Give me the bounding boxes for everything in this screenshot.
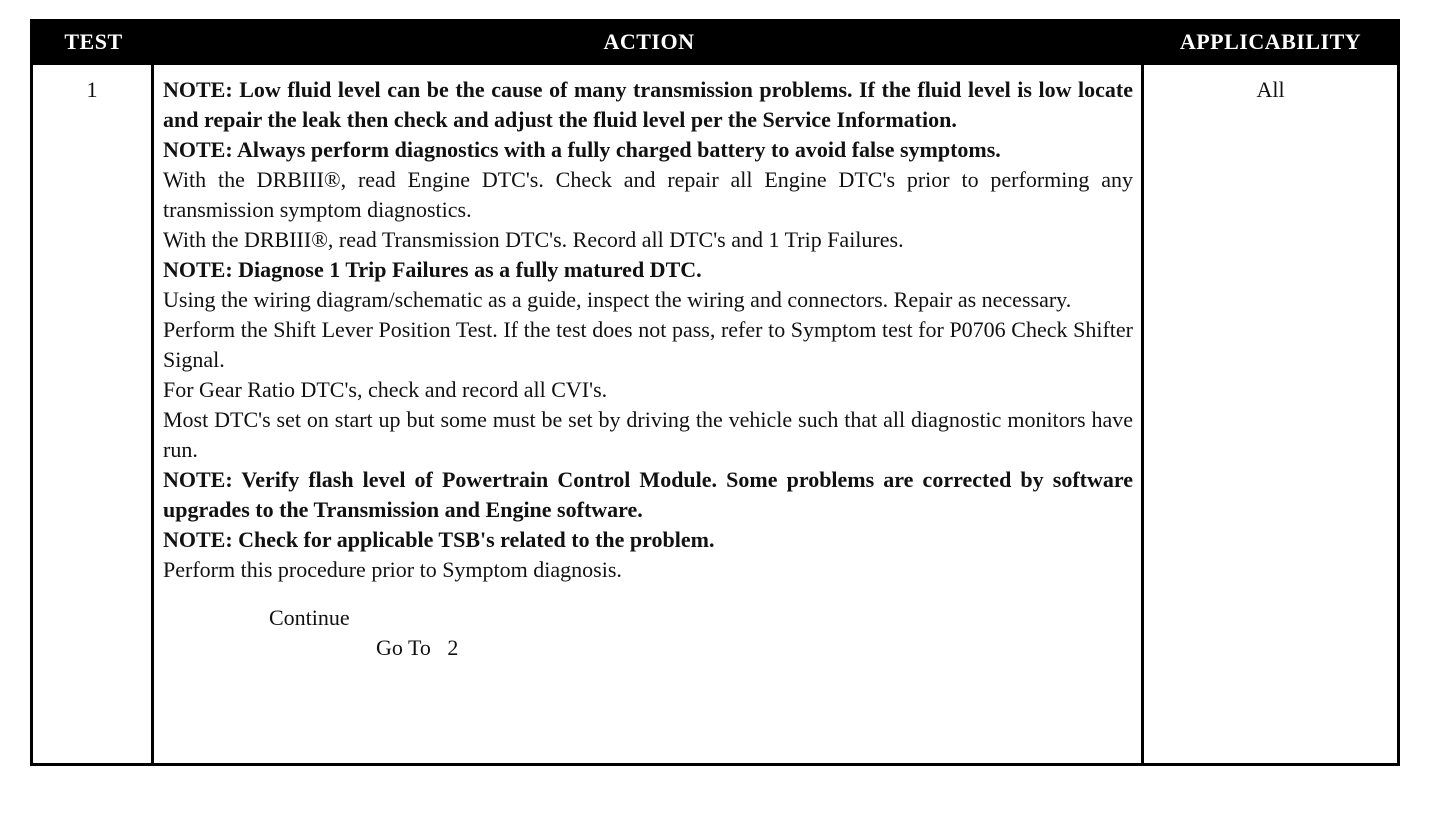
action-step: Perform this procedure prior to Symptom diagnosis. (163, 557, 622, 582)
action-note: NOTE: Verify flash level of Powertrain Control Module. Some problems are corrected by software upgrades to the Transmission and Engine software. (163, 467, 1133, 522)
action-note: NOTE: Low fluid level can be the cause of many transmission problems. If the fluid level is low locate and repair the leak then check and adjust the fluid level per the Service Information. (163, 77, 1133, 132)
test-number: 1 (33, 62, 154, 763)
action-step: Most DTC's set on start up but some must be set by driving the vehicle such that all diagnostic monitors have run. (163, 407, 1133, 462)
action-cell (154, 62, 1144, 763)
action-step: Using the wiring diagram/schematic as a guide, inspect the wiring and connectors. Repair as necessary. (163, 287, 1072, 312)
action-note: NOTE: Check for applicable TSB's related to the problem. (163, 527, 715, 552)
header-applicability: APPLICABILITY (1144, 22, 1397, 62)
action-step: For Gear Ratio DTC's, check and record all CVI's. (163, 377, 608, 402)
goto-target: 2 (447, 635, 459, 660)
action-step: With the DRBIII®, read Engine DTC's. Check and repair all Engine DTC's prior to performing any transmission symptom diagnostics. (163, 167, 1133, 222)
action-step: Perform the Shift Lever Position Test. If the test does not pass, refer to Symptom test for P0706 Check Shifter Signal. (163, 317, 1133, 372)
header-action: ACTION (154, 22, 1144, 62)
action-steps (163, 75, 1133, 585)
result-continue: Continue (269, 605, 350, 630)
header-test: TEST (33, 22, 154, 62)
action-step: With the DRBIII®, read Transmission DTC's. Record all DTC's and 1 Trip Failures. (163, 227, 904, 252)
applicability-value: All (1144, 62, 1397, 763)
goto-label: Go To (376, 635, 431, 660)
goto-instruction (163, 633, 1133, 663)
action-note: NOTE: Diagnose 1 Trip Failures as a fully matured DTC. (163, 257, 702, 282)
diagnostic-test-table (30, 19, 1400, 766)
action-note: NOTE: Always perform diagnostics with a fully charged battery to avoid false symptoms. (163, 137, 1001, 162)
